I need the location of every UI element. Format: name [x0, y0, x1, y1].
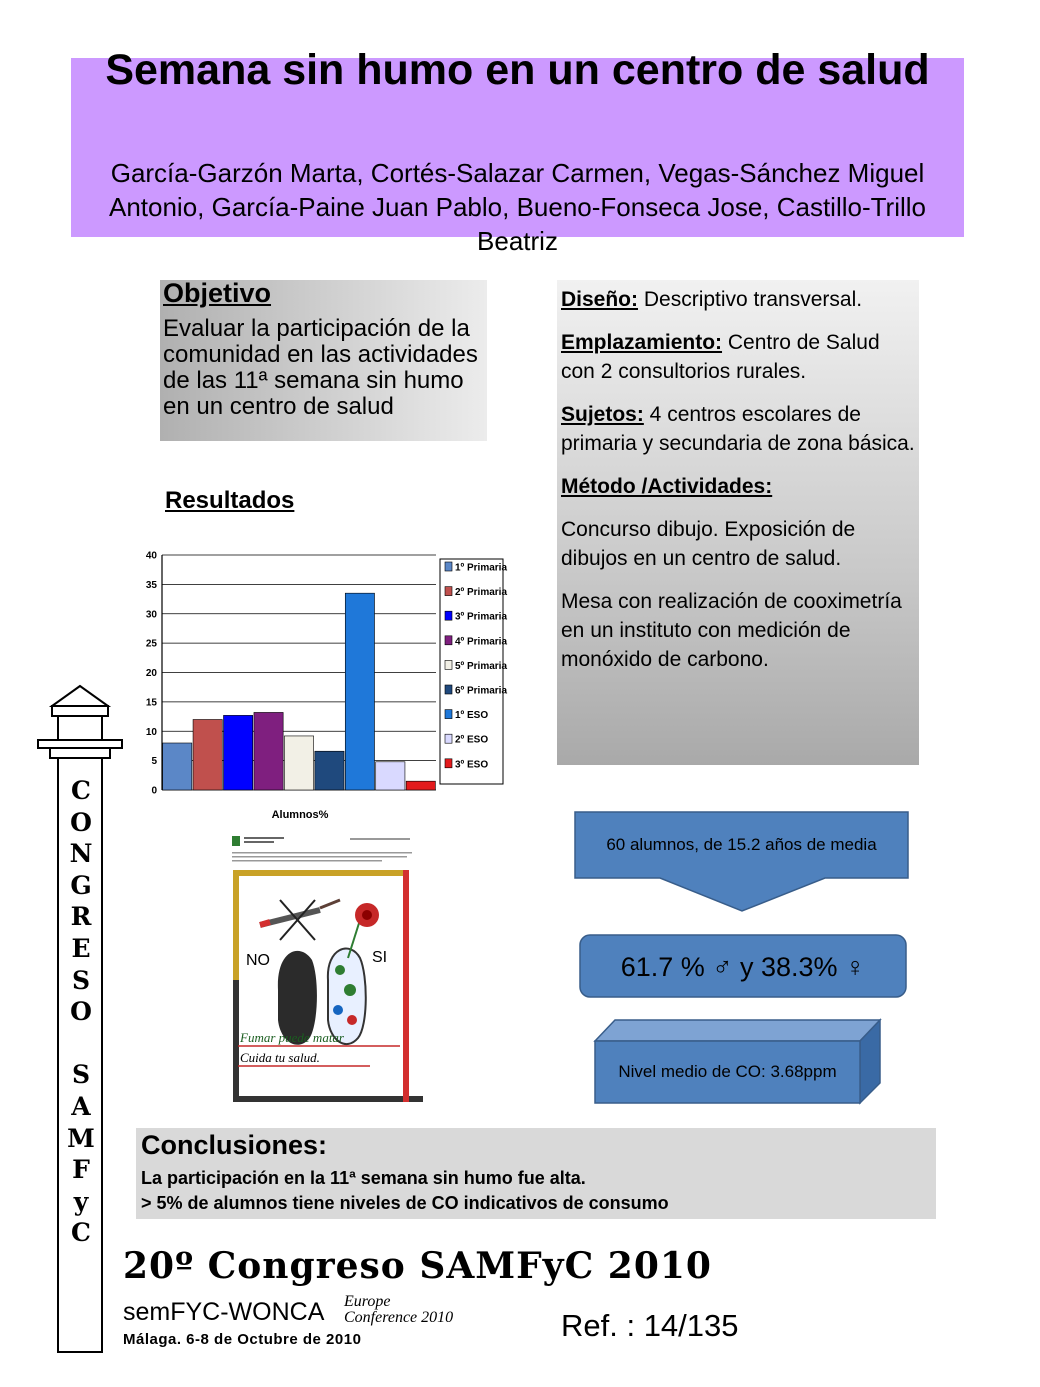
conference-text: Conference 2010	[344, 1309, 454, 1326]
side-banner-gap	[58, 1028, 104, 1060]
conclusion-line-1: La participación en la 11ª semana sin humo fue alta.	[141, 1168, 586, 1188]
side-banner-letter: R	[70, 902, 92, 932]
chart-y-tick-label: 30	[145, 609, 157, 621]
objetivo-text: Evaluar la participación de la comunidad en las actividades de las 11ª semana sin humo en un centro de salud	[163, 315, 478, 420]
resultados-heading: Resultados	[165, 487, 295, 514]
chart-y-tick-label: 40	[145, 550, 157, 562]
chart-legend-swatch	[445, 611, 452, 620]
side-banner-letter: N	[69, 839, 93, 869]
chart-bar	[163, 743, 192, 790]
side-banner-letter: S	[71, 965, 91, 995]
side-banner-letter: O	[70, 807, 92, 837]
chart-bar	[315, 751, 344, 790]
stat-co: Nivel medio de CO: 3.68ppm	[618, 1062, 837, 1081]
side-banner-letter: E	[71, 933, 91, 963]
chart-legend-label: 6º Primaria	[455, 685, 508, 697]
wonca-logo-text: semFYC-WONCA	[123, 1298, 325, 1326]
chart-legend-swatch	[445, 660, 452, 669]
stat-sexo: 61.7 % ♂ y 38.3% ♀	[620, 952, 866, 982]
chart-legend-label: 1º ESO	[455, 710, 489, 722]
chart-legend-swatch	[445, 685, 452, 694]
drawing-si-text: SI	[372, 949, 388, 966]
chart-legend-label: 5º Primaria	[455, 660, 508, 672]
side-banner-letter: G	[70, 870, 92, 900]
chart-legend-label: 3º ESO	[455, 759, 489, 771]
diseno-label: Diseño:	[561, 288, 639, 311]
side-banner-letter: F	[72, 1155, 90, 1185]
chart-y-tick-label: 20	[145, 668, 157, 679]
chart-legend-label: 4º Primaria	[455, 636, 508, 648]
chart-legend-label: 3º Primaria	[455, 611, 508, 623]
chart-bar	[284, 736, 313, 790]
conclusiones-text	[141, 1166, 669, 1216]
cube-top-face	[595, 1020, 880, 1041]
reference-number: Ref. : 14/135	[561, 1308, 739, 1343]
poster-title: Semana sin humo en un centro de salud	[105, 46, 930, 94]
sujetos-text: 4 centros escolares de primaria y secundaria de zona básica.	[561, 403, 915, 455]
europe-conference-text	[344, 1294, 453, 1326]
stat-alumnos: 60 alumnos, de 15.2 años de media	[606, 835, 877, 854]
metodo-label: Método /Actividades:	[561, 475, 773, 498]
chart-y-tick-label: 25	[145, 638, 157, 650]
chart-x-label: Alumnos%	[271, 809, 329, 821]
chart-legend-swatch	[445, 759, 452, 768]
chart-legend-swatch	[445, 636, 452, 645]
side-banner-letter: C	[71, 776, 91, 805]
emplazamiento-label: Emplazamiento:	[561, 331, 723, 354]
actividad-1: Concurso dibujo. Exposición de dibujos en un centro de salud.	[561, 518, 856, 570]
diseno-text: Descriptivo transversal.	[638, 288, 863, 311]
chart-legend-label: 2º Primaria	[455, 587, 508, 599]
chart-y-ticks	[146, 551, 158, 797]
conclusiones-heading: Conclusiones:	[141, 1130, 328, 1160]
drawing-line-1: Fumar puede matar	[240, 1030, 344, 1045]
side-banner-letter: y	[73, 1186, 89, 1216]
chart-bar	[193, 720, 222, 791]
chart-legend-label: 2º ESO	[455, 734, 489, 746]
chart-legend-swatch	[445, 710, 452, 719]
side-banner-letter: S	[71, 1060, 91, 1090]
chart-bar	[254, 712, 283, 790]
chart-y-tick-label: 35	[145, 579, 157, 591]
child-drawing-image	[220, 830, 432, 1102]
chart-y-tick-label: 5	[151, 756, 157, 768]
actividad-2: Mesa con realización de cooximetría en un instituto con medición de monóxido de carbono.	[561, 590, 902, 671]
conclusion-line-2: > 5% de alumnos tiene niveles de CO indicativos de consumo	[141, 1193, 669, 1213]
side-banner-letter: M	[67, 1123, 95, 1153]
chart-legend-swatch	[445, 587, 452, 596]
emplazamiento-text: Centro de Salud con 2 consultorios rurales.	[561, 331, 880, 383]
chart-y-tick-label: 10	[145, 726, 157, 738]
side-banner-letter: C	[71, 1218, 91, 1248]
chart-legend-swatch	[445, 734, 452, 743]
results-bar-chart	[140, 545, 520, 835]
chart-legend-label: 1º Primaria	[455, 562, 508, 574]
sujetos-label: Sujetos:	[561, 403, 644, 426]
methods-text	[561, 285, 917, 688]
side-banner-letter: A	[71, 1091, 91, 1121]
chart-legend-swatch	[445, 562, 452, 571]
drawing-no-text: NO	[246, 952, 270, 969]
side-banner-letters	[58, 775, 104, 1249]
drawing-line-2: Cuida tu salud.	[240, 1050, 320, 1065]
chart-y-tick-label: 15	[145, 697, 157, 709]
chart-y-tick-label: 0	[151, 785, 157, 797]
chart-bar	[345, 593, 374, 790]
congress-place-date: Málaga. 6-8 de Octubre de 2010	[123, 1331, 362, 1348]
chart-bar	[376, 762, 405, 790]
chart-bar	[406, 781, 435, 790]
chart-bar	[223, 715, 252, 790]
objetivo-heading: Objetivo	[163, 278, 272, 308]
congress-title: 20º Congreso SAMFyC 2010	[123, 1245, 712, 1287]
side-banner-letter: O	[70, 997, 92, 1027]
europe-text: Europe	[344, 1293, 391, 1310]
authors: García-Garzón Marta, Cortés-Salazar Carmen, Vegas-Sánchez Miguel Antonio, García-Paine Juan Pablo, Bueno-Fonseca Jose, Castillo-Trillo Beatriz	[108, 158, 926, 256]
